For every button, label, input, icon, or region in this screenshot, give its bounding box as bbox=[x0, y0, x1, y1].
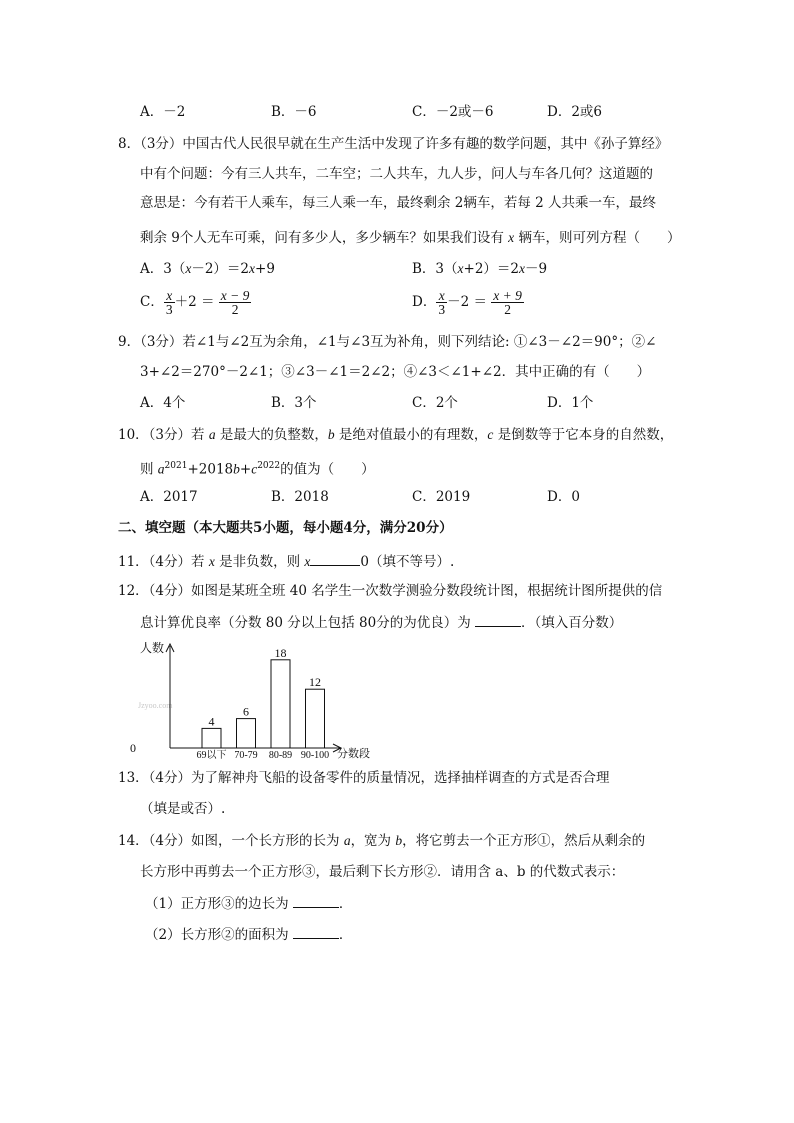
q7-option-b: B．－6 bbox=[271, 104, 317, 120]
y-axis-label: 人数 bbox=[140, 641, 165, 655]
q11-line bbox=[118, 551, 454, 571]
q10-l2-plus: + bbox=[239, 461, 252, 478]
q8-option-b bbox=[412, 260, 547, 278]
opt-d-f1-den: 3 bbox=[438, 302, 446, 317]
q10-option-b: B．2018 bbox=[271, 489, 329, 505]
q8-line-2: 中有个问题：今有三人共车，二车空；二人共车，九人步，问人与车各几何？这道题的 bbox=[140, 166, 653, 182]
q9-option-c: C．2个 bbox=[412, 395, 458, 411]
q9-line-1: 9．（3分）若∠1与∠2互为余角，∠1与∠3互为补角，则下列结论: ①∠3－∠2＝90°；②∠ bbox=[118, 334, 657, 350]
q14-sub2-blank[interactable] bbox=[293, 924, 339, 939]
opt-a-pre: A．3（ bbox=[140, 261, 186, 277]
origin-label: 0 bbox=[130, 741, 136, 755]
opt-a-x: x bbox=[185, 261, 192, 276]
opt-d-f2-num: x + 9 bbox=[493, 288, 522, 303]
q8-variable-x: x bbox=[508, 230, 515, 245]
opt-b-post2: －9 bbox=[525, 261, 548, 277]
q8-option-d bbox=[412, 289, 524, 316]
bar-0 bbox=[202, 728, 221, 748]
opt-d-f2-den: 2 bbox=[504, 302, 511, 317]
q9-option-d: D．1个 bbox=[547, 395, 594, 411]
q14-l1-mid: ，宽为 bbox=[350, 833, 396, 849]
q10-exp-2022: 2022 bbox=[257, 461, 281, 471]
q10-var-b: b bbox=[327, 427, 335, 442]
q8-line-4-post: 辆车，则可列方程（ ） bbox=[514, 230, 681, 246]
opt-d-fraction-2 bbox=[491, 289, 524, 316]
category-label-0: 69以下 bbox=[196, 750, 227, 761]
opt-b-x2: x bbox=[519, 261, 526, 276]
x-axis-label: 分数段 bbox=[337, 748, 370, 760]
q14-sub2-text: （2）长方形②的面积为 bbox=[145, 927, 293, 943]
opt-d-fraction-1 bbox=[436, 289, 447, 316]
opt-d-f1-num: x bbox=[436, 289, 447, 303]
q14-sub-1 bbox=[145, 893, 352, 913]
q14-line-1 bbox=[118, 832, 645, 850]
q14-sub-2 bbox=[145, 924, 352, 944]
q10-line-2 bbox=[140, 457, 375, 479]
q10-p2: 是最大的负整数， bbox=[215, 427, 328, 443]
bar-value-label-2: 18 bbox=[274, 645, 287, 660]
category-label-1: 70-79 bbox=[234, 750, 258, 761]
q9-option-b: B．3个 bbox=[271, 395, 317, 411]
q10-option-c: C．2019 bbox=[412, 489, 471, 505]
opt-c-fraction-2 bbox=[219, 289, 252, 316]
category-label-3: 90-100 bbox=[300, 750, 330, 761]
q11-post: 0（填不等号）. bbox=[360, 554, 455, 570]
bar-2 bbox=[271, 660, 290, 748]
q11-var-x: x bbox=[208, 554, 215, 569]
q8-line-3: 意思是：今有若干人乘车，每三人乘一车，最终剩余 2辆车，若每 2 人共乘一车，最终 bbox=[140, 195, 657, 211]
q10-l2-c: c bbox=[251, 461, 258, 477]
q14-sub1-blank[interactable] bbox=[293, 893, 339, 908]
q10-option-d: D．0 bbox=[547, 489, 580, 505]
q13-line-2: （填是或否）. bbox=[140, 801, 226, 817]
category-label-2: 80-89 bbox=[268, 750, 293, 761]
q10-l2-b: b bbox=[233, 461, 240, 477]
q10-l2-a: a bbox=[157, 461, 165, 477]
q7-option-d: D．2或6 bbox=[547, 104, 603, 120]
section-2-title: 二、填空题（本大题共5小题，每小题4分，满分20分） bbox=[118, 520, 453, 536]
q9-line-2: 3+∠2＝270°－2∠1；③∠3－∠1＝2∠2；④∠3＜∠1+∠2．其中正确的有（ ） bbox=[140, 364, 651, 380]
opt-a-post2: +9 bbox=[255, 261, 275, 277]
q11-var-x2: x bbox=[304, 554, 311, 569]
bar-value-label-3: 12 bbox=[309, 675, 321, 690]
q10-l2-mid: +2018 bbox=[187, 461, 234, 478]
opt-c-f1-den: 3 bbox=[165, 302, 173, 317]
opt-a-post: －2）＝2 bbox=[191, 261, 250, 277]
score-distribution-chart bbox=[130, 636, 390, 762]
q12-line-2-post: ．（填入百分数） bbox=[521, 615, 623, 631]
q14-sub2-end: ． bbox=[338, 927, 353, 943]
q8-line-4 bbox=[140, 229, 680, 247]
q10-var-a: a bbox=[208, 427, 216, 442]
bar-1 bbox=[237, 719, 256, 748]
q11-mid: 是非负数，则 bbox=[214, 554, 305, 570]
q10-line-1 bbox=[118, 426, 673, 444]
q10-option-a: A．2017 bbox=[140, 489, 198, 505]
q7-option-a: A．－2 bbox=[140, 104, 186, 120]
q14-l1-post: ，将它剪去一个正方形①，然后从剩余的 bbox=[402, 833, 646, 849]
q8-line-1: 8．（3分）中国古代人民很早就在生产生活中发现了许多有趣的数学问题，其中《孙子算经》 bbox=[118, 136, 669, 152]
opt-d-mid: －2 ＝ bbox=[447, 294, 487, 310]
q12-line-1: 12．（4分）如图是某班全班 40 名学生一次数学测验分数段统计图，根据统计图所提供的信 bbox=[118, 583, 663, 599]
q14-l1-pre: 14．（4分）如图，一个长方形的长为 bbox=[118, 833, 344, 849]
q10-exp-2021: 2021 bbox=[164, 461, 188, 471]
q12-line-2-pre: 息计算优良率（分数 80 分以上包括 80分的为优良）为 bbox=[140, 615, 476, 631]
q11-answer-blank[interactable] bbox=[310, 551, 360, 566]
q10-p4: 是倒数等于它本身的自然数， bbox=[493, 427, 674, 443]
q12-line-2 bbox=[140, 612, 622, 632]
opt-c-fraction-1 bbox=[164, 289, 175, 316]
opt-b-x: x bbox=[457, 261, 464, 276]
opt-c-mid: ＋2 ＝ bbox=[174, 294, 215, 310]
q14-sub1-end: ． bbox=[338, 896, 353, 912]
opt-c-label: C． bbox=[140, 294, 164, 310]
q10-var-c: c bbox=[487, 427, 494, 442]
opt-b-post: +2）＝2 bbox=[463, 261, 520, 277]
q14-var-b: b bbox=[395, 833, 403, 848]
q8-line-4-pre: 剩余 9个人无车可乘，问有多少人，多少辆车？如果我们设有 bbox=[140, 230, 509, 246]
q10-p3: 是绝对值最小的有理数， bbox=[334, 427, 488, 443]
chart-watermark: Jzyoo.com bbox=[138, 701, 173, 710]
q12-answer-blank[interactable] bbox=[475, 612, 521, 627]
opt-d-label: D． bbox=[412, 294, 437, 310]
q9-option-a: A．4个 bbox=[140, 395, 186, 411]
opt-c-f1-num: x bbox=[164, 289, 175, 303]
opt-a-x2: x bbox=[249, 261, 256, 276]
q14-var-a: a bbox=[343, 833, 351, 848]
q14-line-2: 长方形中再剪去一个正方形③，最后剩下长方形②．请用含 a、b 的代数式表示： bbox=[140, 864, 625, 880]
q11-pre: 11．（4分）若 bbox=[118, 554, 209, 570]
q10-l2-post: 的值为（ ） bbox=[280, 461, 375, 478]
opt-c-f2-num: x − 9 bbox=[220, 288, 250, 303]
q13-line-1: 13．（4分）为了解神舟飞船的设备零件的质量情况，选择抽样调查的方式是否合理 bbox=[118, 770, 610, 786]
q10-p1: 10．（3分）若 bbox=[118, 427, 209, 443]
q10-l2-pre: 则 bbox=[140, 461, 158, 478]
opt-c-f2-den: 2 bbox=[231, 302, 239, 317]
bar-value-label-0: 4 bbox=[208, 714, 215, 729]
q7-option-c: C．－2或－6 bbox=[412, 104, 494, 120]
q8-option-c bbox=[140, 289, 251, 316]
q14-sub1-text: （1）正方形③的边长为 bbox=[145, 896, 293, 912]
opt-b-pre: B．3（ bbox=[412, 261, 458, 277]
bar-value-label-1: 6 bbox=[243, 704, 249, 719]
bar-group bbox=[197, 646, 330, 761]
q8-option-a bbox=[140, 260, 275, 278]
bar-3 bbox=[306, 689, 325, 748]
